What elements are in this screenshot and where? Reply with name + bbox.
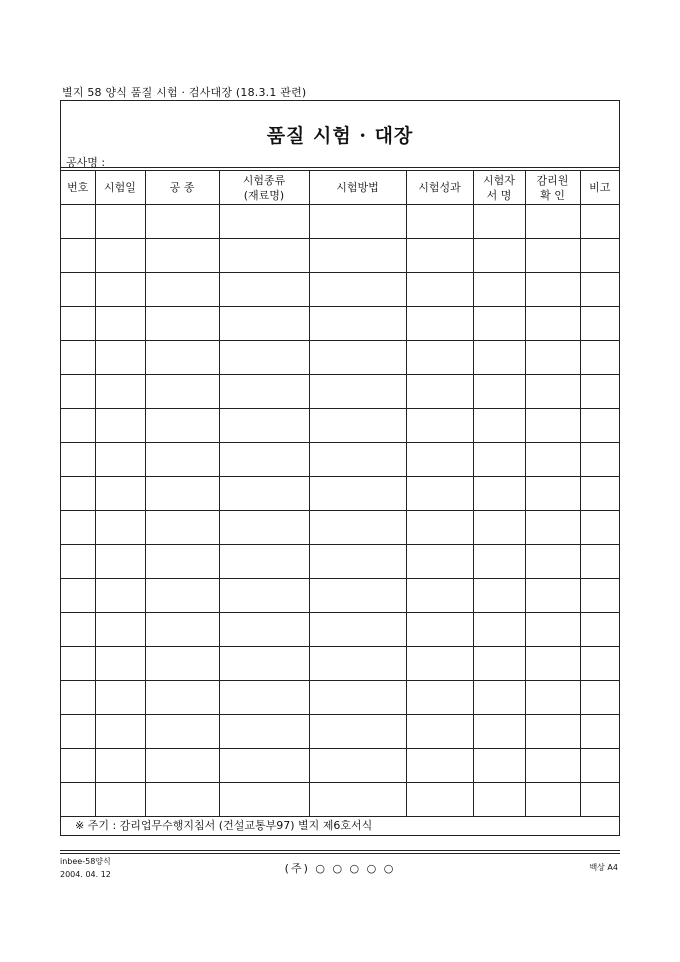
table-cell (525, 749, 580, 783)
table-cell (406, 409, 473, 443)
table-cell (525, 647, 580, 681)
table-cell (61, 409, 95, 443)
table-cell (61, 273, 95, 307)
table-cell (406, 375, 473, 409)
table-cell (406, 477, 473, 511)
column-header-test-result: 시험성과 (406, 171, 473, 205)
table-cell (473, 307, 525, 341)
table-cell (309, 341, 406, 375)
table-cell (95, 681, 145, 715)
table-cell (95, 307, 145, 341)
table-row (61, 307, 619, 341)
table-cell (145, 783, 219, 817)
table-cell (525, 579, 580, 613)
table-cell (473, 409, 525, 443)
table-cell (406, 273, 473, 307)
table-cell (473, 511, 525, 545)
table-cell (145, 341, 219, 375)
table-cell (525, 477, 580, 511)
table-cell (61, 647, 95, 681)
table-cell (309, 205, 406, 239)
table-cell (580, 647, 619, 681)
table-cell (219, 341, 309, 375)
table-cell (525, 239, 580, 273)
table-cell (309, 511, 406, 545)
table-cell (219, 749, 309, 783)
table-cell (145, 579, 219, 613)
table-cell (580, 205, 619, 239)
table-cell (309, 579, 406, 613)
table-cell (525, 273, 580, 307)
table-cell (580, 681, 619, 715)
table-cell (473, 205, 525, 239)
ledger-table (61, 171, 619, 817)
table-cell (309, 409, 406, 443)
table-cell (95, 749, 145, 783)
form-code: inbee-58양식 (60, 857, 111, 866)
table-cell (406, 681, 473, 715)
column-header-supervisor-confirm: 감리원 확 인 (525, 171, 580, 205)
paper-size: 백상 A4 (589, 863, 618, 872)
footnote: ※ 주기 : 감리업무수행지침서 (건설교통부97) 별지 제6호서식 (75, 819, 373, 832)
table-cell (406, 511, 473, 545)
table-cell (580, 239, 619, 273)
table-cell (219, 511, 309, 545)
table-cell (473, 749, 525, 783)
table-cell (219, 239, 309, 273)
table-cell (580, 443, 619, 477)
table-cell (525, 613, 580, 647)
table-cell (95, 273, 145, 307)
table-cell (580, 375, 619, 409)
divider-line (61, 167, 619, 168)
table-cell (219, 647, 309, 681)
table-cell (473, 443, 525, 477)
table-cell (145, 409, 219, 443)
table-row (61, 273, 619, 307)
table-cell (219, 545, 309, 579)
table-cell (309, 477, 406, 511)
table-cell (309, 681, 406, 715)
table-cell (145, 205, 219, 239)
table-cell (406, 205, 473, 239)
publisher: (주) ○ ○ ○ ○ ○ (284, 862, 396, 875)
table-cell (61, 579, 95, 613)
footer-rule (60, 853, 620, 854)
table-cell (61, 613, 95, 647)
table-cell (145, 749, 219, 783)
table-cell (406, 647, 473, 681)
table-cell (219, 681, 309, 715)
table-cell (61, 783, 95, 817)
table-cell (219, 443, 309, 477)
table-cell (61, 681, 95, 715)
table-cell (309, 273, 406, 307)
table-cell (473, 613, 525, 647)
table-cell (61, 715, 95, 749)
table-cell (309, 307, 406, 341)
table-cell (580, 409, 619, 443)
table-row (61, 375, 619, 409)
table-cell (95, 613, 145, 647)
table-cell (525, 205, 580, 239)
table-cell (580, 307, 619, 341)
table-cell (145, 715, 219, 749)
table-cell (95, 443, 145, 477)
table-cell (406, 579, 473, 613)
table-cell (309, 715, 406, 749)
table-cell (406, 783, 473, 817)
table-cell (525, 715, 580, 749)
table-cell (525, 341, 580, 375)
table-cell (473, 477, 525, 511)
form-date: 2004. 04. 12 (60, 870, 111, 879)
table-cell (309, 545, 406, 579)
table-cell (406, 613, 473, 647)
table-cell (580, 783, 619, 817)
table-cell (473, 783, 525, 817)
table-cell (61, 477, 95, 511)
table-cell (219, 613, 309, 647)
table-cell (525, 511, 580, 545)
table-cell (219, 205, 309, 239)
table-cell (145, 239, 219, 273)
table-cell (61, 307, 95, 341)
table-row (61, 409, 619, 443)
table-cell (95, 375, 145, 409)
table-cell (95, 511, 145, 545)
column-header-work-type: 공 종 (145, 171, 219, 205)
table-cell (525, 545, 580, 579)
table-cell (580, 579, 619, 613)
table-row (61, 239, 619, 273)
table-cell (309, 749, 406, 783)
table-cell (95, 783, 145, 817)
table-cell (473, 681, 525, 715)
table-cell (309, 783, 406, 817)
table-cell (145, 647, 219, 681)
table-cell (61, 749, 95, 783)
table-cell (219, 783, 309, 817)
table-row (61, 511, 619, 545)
table-cell (525, 409, 580, 443)
table-cell (145, 613, 219, 647)
table-cell (61, 375, 95, 409)
table-cell (219, 273, 309, 307)
table-cell (219, 477, 309, 511)
table-row (61, 579, 619, 613)
table-cell (580, 273, 619, 307)
table-cell (95, 205, 145, 239)
form-caption: 별지 58 양식 품질 시험 · 검사대장 (18.3.1 관련) (62, 86, 307, 99)
table-cell (145, 443, 219, 477)
table-cell (219, 375, 309, 409)
table-cell (95, 647, 145, 681)
table-row (61, 647, 619, 681)
table-cell (473, 341, 525, 375)
column-header-test-kind: 시험종류 (재료명) (219, 171, 309, 205)
footer-rule (60, 850, 620, 851)
table-cell (219, 409, 309, 443)
table-row (61, 681, 619, 715)
table-cell (95, 239, 145, 273)
table-cell (95, 545, 145, 579)
table-cell (145, 511, 219, 545)
table-row (61, 783, 619, 817)
table-cell (61, 205, 95, 239)
table-cell (580, 511, 619, 545)
table-cell (473, 579, 525, 613)
table-cell (61, 545, 95, 579)
table-cell (219, 307, 309, 341)
column-header-test-date: 시험일 (95, 171, 145, 205)
table-cell (473, 239, 525, 273)
table-cell (525, 681, 580, 715)
table-cell (95, 715, 145, 749)
table-cell (406, 443, 473, 477)
table-row (61, 341, 619, 375)
table-cell (309, 443, 406, 477)
table-cell (145, 681, 219, 715)
table-row (61, 715, 619, 749)
table-cell (309, 613, 406, 647)
table-cell (61, 341, 95, 375)
table-header-row (61, 171, 619, 205)
table-row (61, 443, 619, 477)
table-cell (473, 715, 525, 749)
table-cell (309, 375, 406, 409)
table-row (61, 545, 619, 579)
table-cell (406, 239, 473, 273)
table-cell (61, 239, 95, 273)
table-row (61, 477, 619, 511)
table-cell (145, 375, 219, 409)
project-name-label: 공사명 : (66, 156, 106, 169)
table-cell (406, 749, 473, 783)
table-cell (473, 273, 525, 307)
table-row (61, 205, 619, 239)
ledger-title: 품질 시험 · 대장 (266, 125, 414, 147)
table-cell (145, 273, 219, 307)
table-row (61, 749, 619, 783)
table-cell (406, 715, 473, 749)
table-cell (95, 409, 145, 443)
table-cell (61, 443, 95, 477)
column-header-test-method: 시험방법 (309, 171, 406, 205)
table-cell (473, 647, 525, 681)
column-header-remarks: 비고 (580, 171, 619, 205)
table-cell (406, 545, 473, 579)
table-cell (145, 477, 219, 511)
column-header-tester-sign: 시험자 서 명 (473, 171, 525, 205)
table-cell (580, 341, 619, 375)
table-cell (61, 511, 95, 545)
table-cell (473, 375, 525, 409)
table-cell (525, 375, 580, 409)
ledger-frame (60, 100, 620, 836)
table-cell (219, 715, 309, 749)
table-cell (580, 715, 619, 749)
table-cell (95, 477, 145, 511)
table-cell (406, 341, 473, 375)
table-cell (406, 307, 473, 341)
table-cell (525, 307, 580, 341)
table-cell (309, 647, 406, 681)
table-cell (580, 613, 619, 647)
column-header-no: 번호 (61, 171, 95, 205)
table-cell (580, 545, 619, 579)
table-row (61, 613, 619, 647)
table-cell (309, 239, 406, 273)
table-cell (95, 579, 145, 613)
table-cell (145, 307, 219, 341)
table-cell (525, 783, 580, 817)
table-cell (219, 579, 309, 613)
table-cell (95, 341, 145, 375)
table-cell (473, 545, 525, 579)
table-cell (580, 477, 619, 511)
table-cell (145, 545, 219, 579)
table-cell (580, 749, 619, 783)
table-cell (525, 443, 580, 477)
